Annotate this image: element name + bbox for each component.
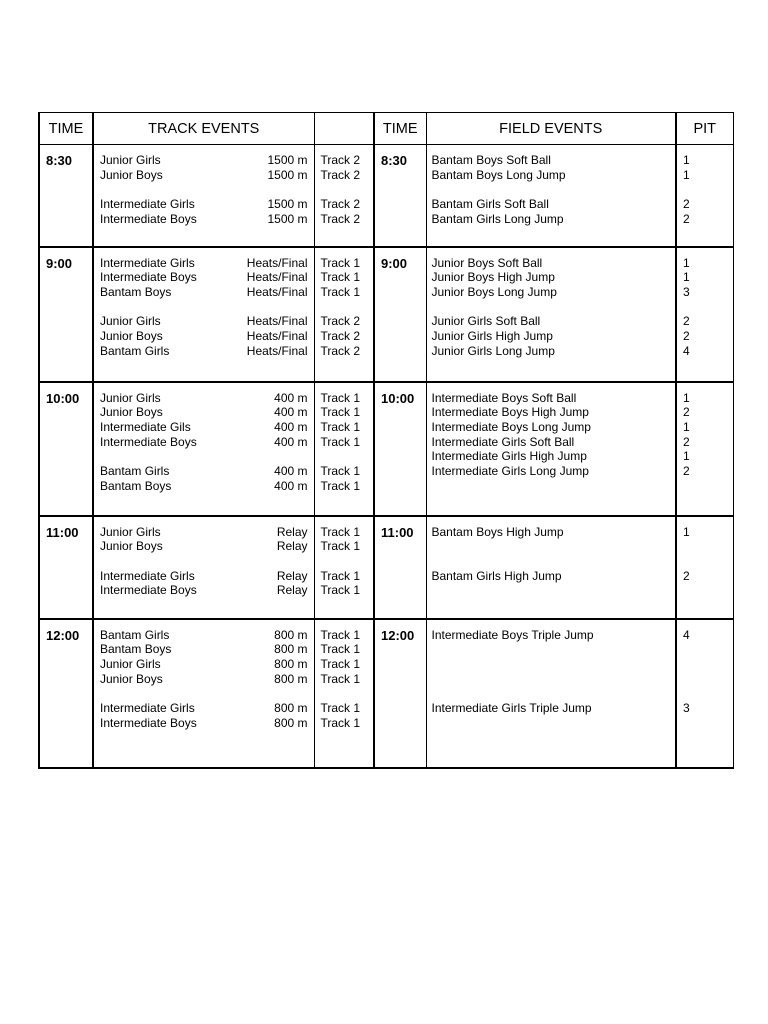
track-event-distance: Heats/Final: [246, 328, 308, 343]
spacer-line: [427, 657, 676, 672]
track-event-item: [94, 256, 314, 271]
track-event-name: Junior Girls: [100, 656, 161, 671]
pit-number: 1: [683, 270, 690, 285]
track-number-list: [315, 517, 374, 598]
spacer-line: [677, 539, 733, 554]
track-event-name: Bantam Girls: [100, 463, 170, 478]
field-event-item: Junior Boys Long Jump: [431, 284, 557, 299]
pit-number: 2: [683, 328, 690, 343]
track-event-distance: 800 m: [274, 715, 308, 730]
track-number: Track 2: [320, 197, 361, 212]
pit-list: [677, 620, 733, 716]
pit-cell: [676, 145, 733, 247]
field-event-item: Intermediate Boys Long Jump: [431, 419, 591, 434]
track-event-name: Intermediate Girls: [100, 255, 195, 270]
track-event-distance: 1500 m: [267, 167, 308, 182]
track-event-distance: Relay: [276, 568, 308, 583]
track-number: Track 1: [320, 627, 361, 642]
track-event-item: [94, 314, 314, 329]
field-event-item: Intermediate Boys Triple Jump: [431, 627, 594, 642]
track-number-cell: [314, 247, 374, 382]
track-event-distance: 800 m: [274, 700, 308, 715]
track-event-name: Bantam Girls: [100, 627, 170, 642]
spacer-line: [427, 642, 676, 657]
track-event-name: Junior Girls: [100, 524, 161, 539]
track-event-name: Intermediate Boys: [100, 270, 197, 285]
field-events-cell: [426, 145, 676, 247]
pit-number: 4: [683, 343, 690, 358]
track-event-name: Intermediate Boys: [100, 211, 197, 226]
field-events-cell: [426, 382, 676, 516]
pit-cell: [676, 619, 733, 768]
spacer-line: [427, 686, 676, 701]
track-number: Track 1: [320, 255, 361, 270]
spacer-line: [94, 300, 314, 315]
field-event-item: Junior Boys Soft Ball: [431, 255, 543, 270]
spacer-line: [677, 672, 733, 687]
track-number: Track 1: [320, 700, 361, 715]
spacer-line: [677, 642, 733, 657]
track-event-distance: 1500 m: [267, 197, 308, 212]
track-event-name: Bantam Boys: [100, 478, 172, 493]
track-event-name: Intermediate Girls: [100, 700, 195, 715]
track-event-item: [94, 569, 314, 584]
track-events-cell: [93, 382, 314, 516]
track-event-distance: 400 m: [274, 463, 308, 478]
track-number: Track 1: [320, 715, 361, 730]
track-event-item: [94, 168, 314, 183]
track-number: Track 1: [320, 524, 361, 539]
spacer-line: [94, 686, 314, 701]
spacer-line: [677, 182, 733, 197]
field-time-cell: 9:00: [374, 247, 426, 382]
pit-cell: [676, 382, 733, 516]
time-block-row: [39, 145, 733, 247]
track-event-list: [94, 517, 314, 598]
field-event-item: Bantam Girls Soft Ball: [431, 197, 549, 212]
track-number: Track 1: [320, 539, 361, 554]
field-event-item: Bantam Girls High Jump: [431, 568, 562, 583]
track-event-distance: 400 m: [274, 478, 308, 493]
spacer-line: [677, 554, 733, 569]
track-event-item: [94, 344, 314, 359]
track-event-name: Intermediate Girls: [100, 568, 195, 583]
field-event-list: [427, 517, 676, 584]
pit-list: [677, 145, 733, 226]
field-events-cell: [426, 619, 676, 768]
field-event-item: Bantam Girls Long Jump: [431, 211, 564, 226]
track-event-item: [94, 405, 314, 420]
track-event-item: [94, 391, 314, 406]
spacer-line: [677, 300, 733, 315]
track-event-distance: 800 m: [274, 656, 308, 671]
pit-number: 1: [683, 449, 690, 464]
spacer-line: [315, 449, 374, 464]
track-event-item: [94, 525, 314, 540]
pit-number: 1: [683, 390, 690, 405]
track-event-distance: 400 m: [274, 419, 308, 434]
track-number-list: [315, 383, 374, 494]
field-event-item: Intermediate Boys High Jump: [431, 405, 589, 420]
pit-cell: [676, 516, 733, 619]
track-number-list: [315, 248, 374, 359]
time-block-row: [39, 619, 733, 768]
track-event-list: [94, 383, 314, 494]
track-number: Track 1: [320, 270, 361, 285]
track-event-distance: 800 m: [274, 671, 308, 686]
pit-number: 1: [683, 153, 690, 167]
event-schedule-table: [38, 112, 734, 769]
track-event-distance: 1500 m: [267, 211, 308, 226]
track-number: Track 1: [320, 568, 361, 583]
track-event-name: Intermediate Boys: [100, 583, 197, 598]
track-number: Track 1: [320, 434, 361, 449]
pit-number: 2: [683, 405, 690, 420]
pit-number: 4: [683, 627, 690, 642]
field-event-item: Intermediate Girls High Jump: [431, 449, 587, 464]
track-event-item: [94, 285, 314, 300]
spacer-line: [94, 182, 314, 197]
track-time-cell: 12:00: [39, 619, 93, 768]
spacer-line: [427, 539, 676, 554]
track-number: Track 1: [320, 284, 361, 299]
pit-list: [677, 517, 733, 584]
track-event-distance: 800 m: [274, 642, 308, 657]
track-event-item: [94, 270, 314, 285]
track-number-cell: [314, 516, 374, 619]
field-time-cell: 8:30: [374, 145, 426, 247]
field-event-item: Intermediate Girls Triple Jump: [431, 700, 592, 715]
track-number: Track 2: [320, 153, 361, 167]
time-block-row: [39, 247, 733, 382]
header-field-events: FIELD EVENTS: [426, 113, 676, 145]
track-event-item: [94, 197, 314, 212]
track-event-name: Intermediate Gils: [100, 419, 191, 434]
track-events-cell: [93, 619, 314, 768]
field-time-cell: 11:00: [374, 516, 426, 619]
track-event-distance: 400 m: [274, 434, 308, 449]
track-number: Track 2: [320, 167, 361, 182]
track-event-distance: Heats/Final: [246, 314, 308, 329]
spacer-line: [94, 554, 314, 569]
header-track-column: [314, 113, 374, 145]
field-event-list: [427, 620, 676, 716]
track-number: Track 1: [320, 405, 361, 420]
field-events-cell: [426, 247, 676, 382]
header-time: TIME: [39, 113, 93, 145]
pit-number: 3: [683, 284, 690, 299]
track-number: Track 1: [320, 583, 361, 598]
spacer-line: [94, 449, 314, 464]
spacer-line: [427, 672, 676, 687]
track-event-name: Junior Boys: [100, 405, 163, 420]
field-event-item: Junior Girls Long Jump: [431, 343, 555, 358]
pit-number: 2: [683, 463, 690, 478]
track-events-cell: [93, 145, 314, 247]
track-event-item: [94, 583, 314, 598]
track-event-item: [94, 701, 314, 716]
pit-number: 1: [683, 419, 690, 434]
pit-number: 1: [683, 255, 690, 270]
track-number-cell: [314, 619, 374, 768]
header-track-events: TRACK EVENTS: [93, 113, 314, 145]
field-event-item: Junior Girls Soft Ball: [431, 314, 541, 329]
field-events-cell: [426, 516, 676, 619]
track-time-cell: 10:00: [39, 382, 93, 516]
time-block-row: [39, 516, 733, 619]
track-event-distance: 400 m: [274, 390, 308, 405]
field-event-item: Intermediate Boys Soft Ball: [431, 390, 577, 405]
track-events-cell: [93, 247, 314, 382]
track-event-item: [94, 212, 314, 227]
track-event-list: [94, 248, 314, 359]
pit-number: 1: [683, 167, 690, 182]
track-event-list: [94, 620, 314, 731]
pit-list: [677, 248, 733, 359]
pit-number: 3: [683, 700, 690, 715]
track-event-distance: Heats/Final: [246, 284, 308, 299]
track-number: Track 1: [320, 656, 361, 671]
track-time-cell: 11:00: [39, 516, 93, 619]
field-event-item: Junior Boys High Jump: [431, 270, 555, 285]
track-event-name: Bantam Boys: [100, 284, 172, 299]
track-event-distance: 400 m: [274, 405, 308, 420]
track-event-distance: Heats/Final: [246, 343, 308, 358]
track-event-item: [94, 642, 314, 657]
track-event-distance: Relay: [276, 539, 308, 554]
track-event-name: Junior Boys: [100, 167, 163, 182]
track-event-distance: 800 m: [274, 627, 308, 642]
spacer-line: [427, 300, 676, 315]
pit-number: 2: [683, 314, 690, 329]
header-row: [39, 113, 733, 145]
track-number-list: [315, 620, 374, 731]
field-event-item: Bantam Boys Soft Ball: [431, 153, 551, 167]
track-time-cell: 8:30: [39, 145, 93, 247]
track-event-name: Junior Boys: [100, 671, 163, 686]
track-event-name: Junior Girls: [100, 153, 161, 167]
track-event-item: [94, 420, 314, 435]
track-event-name: Intermediate Boys: [100, 715, 197, 730]
field-event-item: Bantam Boys High Jump: [431, 524, 564, 539]
pit-number: 2: [683, 434, 690, 449]
track-event-distance: Relay: [276, 524, 308, 539]
track-event-item: [94, 464, 314, 479]
header-pit: PIT: [676, 113, 733, 145]
spacer-line: [315, 554, 374, 569]
field-event-list: [427, 248, 676, 359]
track-event-item: [94, 435, 314, 450]
track-time-cell: 9:00: [39, 247, 93, 382]
track-number: Track 1: [320, 642, 361, 657]
track-event-distance: Heats/Final: [246, 255, 308, 270]
track-number: Track 1: [320, 463, 361, 478]
track-event-item: [94, 329, 314, 344]
track-event-name: Intermediate Girls: [100, 197, 195, 212]
field-event-item: Intermediate Girls Long Jump: [431, 463, 589, 478]
track-number: Track 2: [320, 211, 361, 226]
track-number: Track 2: [320, 328, 361, 343]
track-event-name: Junior Boys: [100, 539, 163, 554]
pit-number: 1: [683, 524, 690, 539]
track-event-item: [94, 716, 314, 731]
field-event-item: Intermediate Girls Soft Ball: [431, 434, 575, 449]
field-time-cell: 10:00: [374, 382, 426, 516]
track-number-list: [315, 145, 374, 226]
track-number-cell: [314, 382, 374, 516]
track-event-item: [94, 657, 314, 672]
header-field-time: TIME: [374, 113, 426, 145]
pit-cell: [676, 247, 733, 382]
field-event-item: Junior Girls High Jump: [431, 328, 553, 343]
track-event-item: [94, 153, 314, 168]
track-event-name: Junior Girls: [100, 390, 161, 405]
pit-list: [677, 383, 733, 479]
track-events-cell: [93, 516, 314, 619]
time-block-row: [39, 382, 733, 516]
field-time-cell: 12:00: [374, 619, 426, 768]
track-event-name: Bantam Boys: [100, 642, 172, 657]
spacer-line: [427, 182, 676, 197]
track-event-list: [94, 145, 314, 226]
spacer-line: [315, 300, 374, 315]
track-number: Track 1: [320, 671, 361, 686]
spacer-line: [315, 686, 374, 701]
field-event-list: [427, 145, 676, 226]
pit-number: 2: [683, 568, 690, 583]
schedule-body: [39, 145, 733, 768]
track-number: Track 1: [320, 478, 361, 493]
pit-number: 2: [683, 197, 690, 212]
spacer-line: [315, 182, 374, 197]
track-event-item: [94, 479, 314, 494]
track-event-distance: Heats/Final: [246, 270, 308, 285]
track-number-cell: [314, 145, 374, 247]
track-event-distance: Relay: [276, 583, 308, 598]
track-event-name: Junior Boys: [100, 328, 163, 343]
spacer-line: [677, 657, 733, 672]
track-event-name: Intermediate Boys: [100, 434, 197, 449]
track-event-name: Bantam Girls: [100, 343, 170, 358]
track-event-item: [94, 539, 314, 554]
track-event-item: [94, 672, 314, 687]
track-number: Track 2: [320, 314, 361, 329]
track-event-name: Junior Girls: [100, 314, 161, 329]
field-event-list: [427, 383, 676, 479]
track-number: Track 1: [320, 419, 361, 434]
spacer-line: [427, 554, 676, 569]
track-event-distance: 1500 m: [267, 153, 308, 167]
track-number: Track 2: [320, 343, 361, 358]
pit-number: 2: [683, 211, 690, 226]
track-event-item: [94, 628, 314, 643]
track-number: Track 1: [320, 390, 361, 405]
field-event-item: Bantam Boys Long Jump: [431, 167, 566, 182]
spacer-line: [677, 686, 733, 701]
